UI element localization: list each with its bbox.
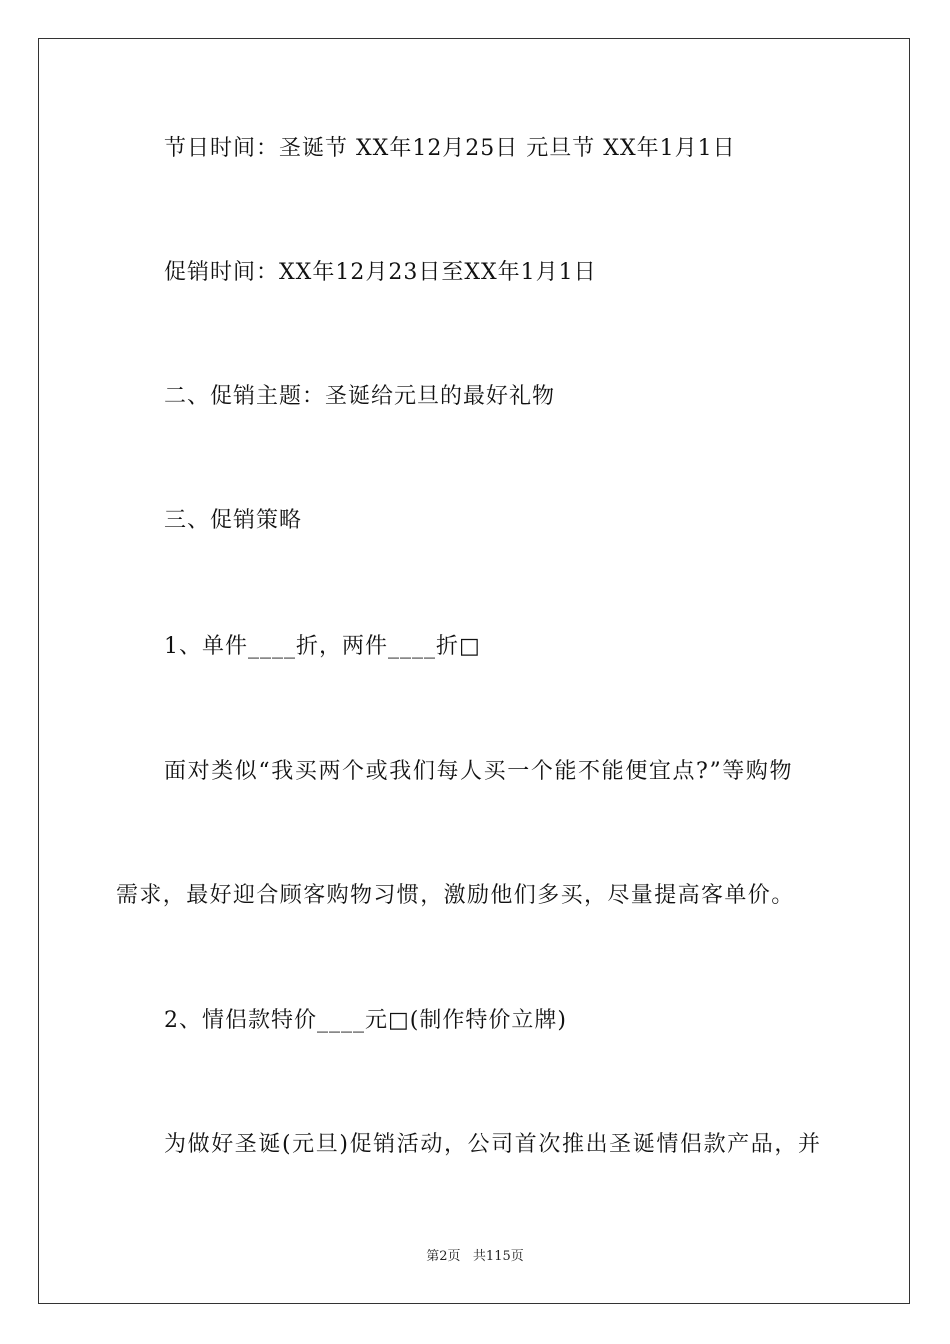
festival-dates-line: 节日时间：圣诞节 XX年12月25日 元旦节 XX年1月1日 <box>164 136 736 161</box>
page-number-footer: 第2页 共115页 <box>426 1249 524 1264</box>
strategy-item-1: 1、单件____折，两件____折□ <box>164 634 481 659</box>
promotion-strategy-heading: 三、促销策略 <box>164 508 303 533</box>
paragraph-line: 为做好圣诞(元旦)促销活动，公司首次推出圣诞情侣款产品，并 <box>164 1132 822 1157</box>
promotion-period-line: 促销时间：XX年12月23日至XX年1月1日 <box>164 260 597 285</box>
strategy-item-2: 2、情侣款特价____元□(制作特价立牌) <box>164 1008 567 1033</box>
promotion-theme-heading: 二、促销主题：圣诞给元旦的最好礼物 <box>164 384 556 409</box>
paragraph-line: 面对类似“我买两个或我们每人买一个能不能便宜点?”等购物 <box>164 759 794 784</box>
page-border <box>38 38 910 1304</box>
paragraph-line: 需求，最好迎合顾客购物习惯，激励他们多买，尽量提高客单价。 <box>116 883 795 908</box>
